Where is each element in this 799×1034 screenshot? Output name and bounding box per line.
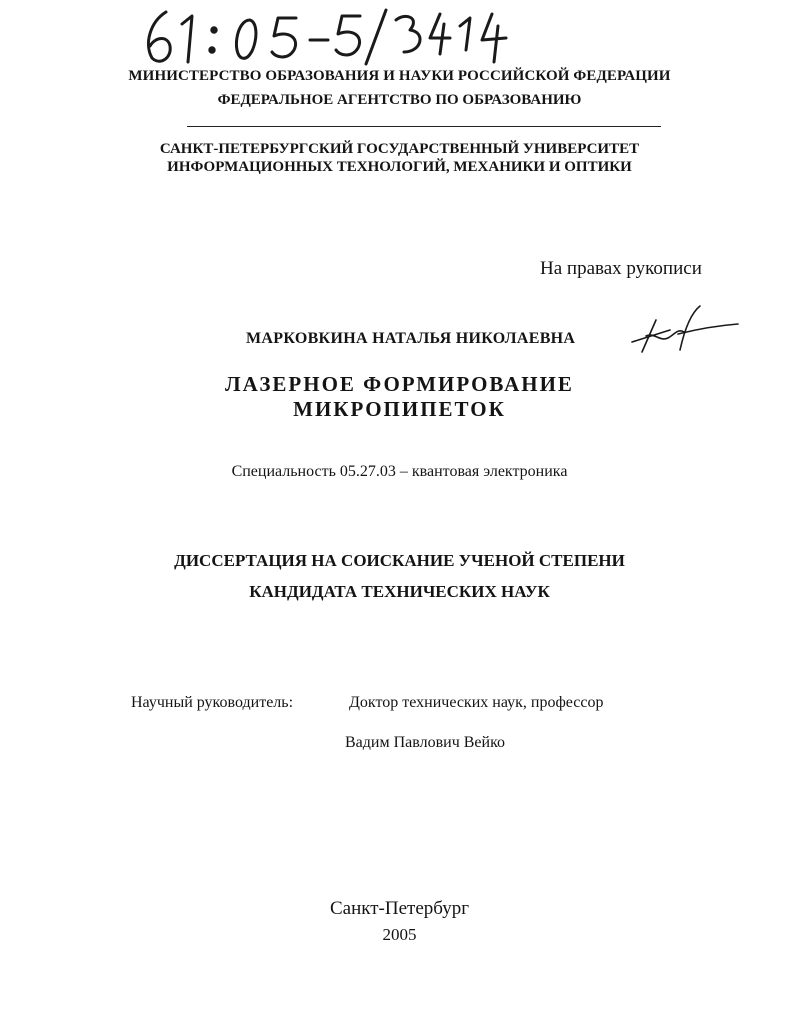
university-heading-line-1: САНКТ-ПЕТЕРБУРГСКИЙ ГОСУДАРСТВЕННЫЙ УНИВЕРСИТЕТ: [159, 141, 640, 157]
advisor-name: Вадим Павлович Вейко: [345, 734, 506, 751]
thesis-title-line-1: ЛАЗЕРНОЕ ФОРМИРОВАНИЕ: [225, 372, 574, 396]
agency-heading: ФЕДЕРАЛЬНОЕ АГЕНТСТВО ПО ОБРАЗОВАНИЮ: [217, 92, 582, 108]
ministry-heading: МИНИСТЕРСТВО ОБРАЗОВАНИЯ И НАУКИ РОССИЙСКОЙ ФЕДЕРАЦИИ: [128, 68, 671, 84]
dissertation-type-line-2: КАНДИДАТА ТЕХНИЧЕСКИХ НАУК: [249, 582, 550, 601]
year: 2005: [382, 925, 417, 944]
header-divider: [187, 126, 661, 127]
dissertation-type-line-1: ДИССЕРТАЦИЯ НА СОИСКАНИЕ УЧЕНОЙ СТЕПЕНИ: [174, 551, 625, 570]
advisor-label: Научный руководитель:: [131, 694, 294, 711]
manuscript-rights-note: На правах рукописи: [540, 258, 702, 279]
author-signature: [630, 302, 740, 354]
advisor-degree: Доктор технических наук, профессор: [349, 694, 604, 711]
thesis-title-line-2: МИКРОПИПЕТОК: [293, 397, 506, 421]
city: Санкт-Петербург: [329, 898, 469, 919]
author-name: МАРКОВКИНА НАТАЛЬЯ НИКОЛАЕВНА: [246, 330, 576, 347]
specialty-line: Специальность 05.27.03 – квантовая электроника: [231, 463, 568, 480]
university-heading-line-2: ИНФОРМАЦИОННЫХ ТЕХНОЛОГИЙ, МЕХАНИКИ И ОПТИКИ: [167, 159, 632, 175]
handwritten-archive-code: [138, 4, 518, 68]
